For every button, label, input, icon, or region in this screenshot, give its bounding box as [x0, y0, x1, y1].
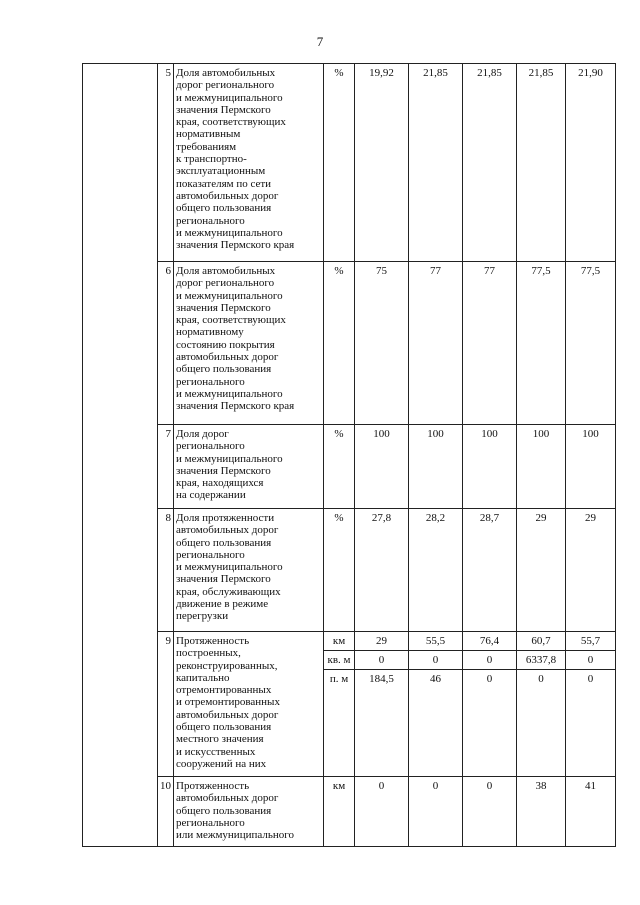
value-cell: 75 [355, 262, 409, 425]
unit-cell: п. м [324, 670, 355, 777]
value-cell: 41 [566, 777, 616, 847]
page-number: 7 [316, 34, 324, 49]
value-cell: 21,90 [566, 64, 616, 262]
value-cell: 0 [355, 777, 409, 847]
value-cell: 28,7 [463, 509, 517, 632]
indicator-name: Доля автомобильных дорог регионального и межмуниципального значения Пермского края, соответствующих нормативным требованиям к транспортно- эксплуатационным показателям по сети автомобильных дорог общего пользования регионального и межмуниципального значения Пермского края [174, 64, 324, 262]
value-cell: 100 [355, 425, 409, 509]
unit-cell: кв. м [324, 651, 355, 670]
value-cell: 0 [517, 670, 566, 777]
table-row [83, 262, 616, 425]
value-cell: 46 [409, 670, 463, 777]
value-cell: 21,85 [517, 64, 566, 262]
row-number: 9 [158, 632, 174, 777]
value-cell: 76,4 [463, 632, 517, 651]
unit-cell: км [324, 632, 355, 651]
row-number: 10 [158, 777, 174, 847]
value-cell: 21,85 [463, 64, 517, 262]
value-cell: 27,8 [355, 509, 409, 632]
value-cell: 55,7 [566, 632, 616, 651]
indicator-name: Доля протяженности автомобильных дорог общего пользования регионального и межмуниципального значения Пермского края, обслуживающих движение в режиме перегрузки [174, 509, 324, 632]
blank-left-column [83, 64, 158, 847]
value-cell: 19,92 [355, 64, 409, 262]
indicator-name: Доля автомобильных дорог регионального и межмуниципального значения Пермского края, соответствующих нормативному состоянию покрытия автомобильных дорог общего пользования регионального и межмуниципального значения Пермского края [174, 262, 324, 425]
value-cell: 100 [409, 425, 463, 509]
row-number: 5 [158, 64, 174, 262]
value-cell: 55,5 [409, 632, 463, 651]
value-cell: 29 [517, 509, 566, 632]
unit-cell: % [324, 425, 355, 509]
value-cell: 184,5 [355, 670, 409, 777]
table-row [83, 64, 616, 262]
value-cell: 29 [355, 632, 409, 651]
row-number: 8 [158, 509, 174, 632]
table-row [83, 509, 616, 632]
value-cell: 0 [409, 651, 463, 670]
value-cell: 21,85 [409, 64, 463, 262]
value-cell: 100 [517, 425, 566, 509]
value-cell: 28,2 [409, 509, 463, 632]
value-cell: 0 [566, 651, 616, 670]
table-row [83, 632, 616, 651]
value-cell: 77,5 [517, 262, 566, 425]
indicators-table [82, 63, 616, 847]
value-cell: 77 [409, 262, 463, 425]
value-cell: 0 [463, 777, 517, 847]
unit-cell: % [324, 64, 355, 262]
value-cell: 29 [566, 509, 616, 632]
value-cell: 77,5 [566, 262, 616, 425]
value-cell: 0 [463, 670, 517, 777]
value-cell: 100 [566, 425, 616, 509]
value-cell: 0 [355, 651, 409, 670]
value-cell: 6337,8 [517, 651, 566, 670]
table-row [83, 777, 616, 847]
table-row [83, 425, 616, 509]
value-cell: 60,7 [517, 632, 566, 651]
unit-cell: км [324, 777, 355, 847]
value-cell: 38 [517, 777, 566, 847]
value-cell: 0 [409, 777, 463, 847]
indicator-name: Протяженность автомобильных дорог общего пользования регионального или межмуниципального [174, 777, 324, 847]
value-cell: 0 [463, 651, 517, 670]
value-cell: 100 [463, 425, 517, 509]
unit-cell: % [324, 509, 355, 632]
indicator-name: Протяженность построенных, реконструированных, капитально отремонтированных и отремонтированных автомобильных дорог общего пользования местного значения и искусственных сооружений на них [174, 632, 324, 777]
row-number: 7 [158, 425, 174, 509]
value-cell: 0 [566, 670, 616, 777]
value-cell: 77 [463, 262, 517, 425]
row-number: 6 [158, 262, 174, 425]
unit-cell: % [324, 262, 355, 425]
indicator-name: Доля дорог регионального и межмуниципального значения Пермского края, находящихся на содержании [174, 425, 324, 509]
